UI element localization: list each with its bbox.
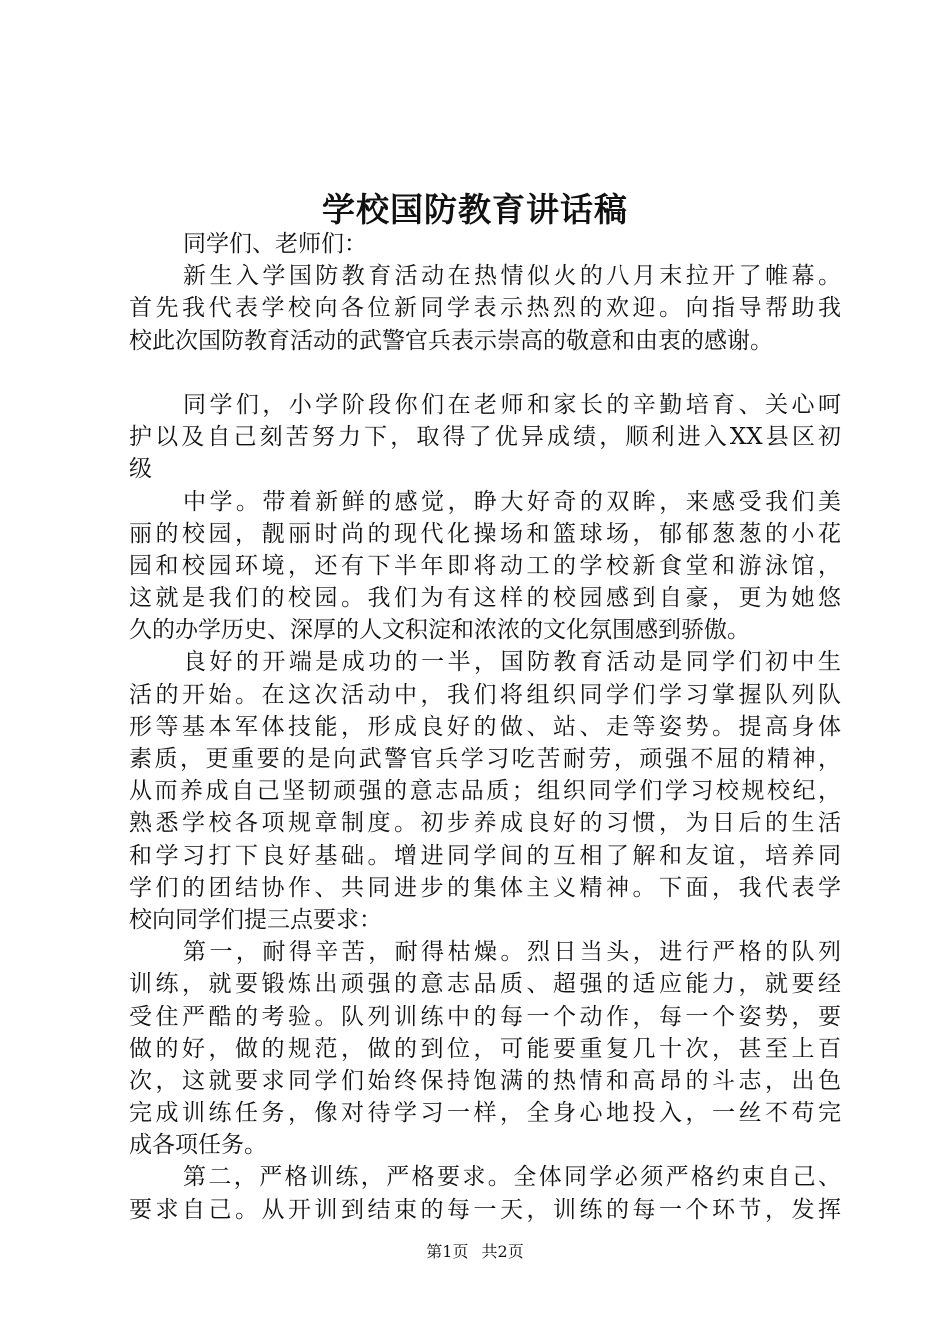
- text-line: 做的好，做的规范，做的到位，可能要重复几十次，甚至上百: [129, 1035, 841, 1062]
- text-line: 丽的校园，靓丽时尚的现代化操场和篮球场，郁郁葱葱的小花: [129, 520, 841, 547]
- text-line: 完成训练任务，像对待学习一样，全身心地投入，一丝不苟完: [129, 1100, 841, 1127]
- text-line: 形等基本军体技能，形成良好的做、站、走等姿势。提高身体: [129, 713, 841, 740]
- page-total: 共2页: [481, 1242, 524, 1261]
- text-line: 良好的开端是成功的一半，国防教育活动是同学们初中生: [183, 649, 841, 676]
- text-line: 首先我代表学校向各位新同学表示热烈的欢迎。向指导帮助我: [129, 295, 841, 322]
- text-line: 要求自己。从开训到结束的每一天，训练的每一个环节，发挥: [129, 1196, 841, 1223]
- text-line: 校向同学们提三点要求：: [129, 906, 382, 933]
- page-footer: [0, 1240, 950, 1264]
- text-line: 从而养成自己坚韧顽强的意志品质；组织同学们学习校规校纪，: [129, 778, 841, 805]
- text-line: 久的办学历史、深厚的人文积淀和浓浓的文化氛围感到骄傲。: [129, 617, 750, 644]
- text-line: 学们的团结协作、共同进步的集体主义精神。下面，我代表学: [129, 874, 841, 901]
- text-line: 受住严酷的考验。队列训练中的每一个动作，每一个姿势，要: [129, 1003, 841, 1030]
- text-line: 熟悉学校各项规章制度。初步养成良好的习惯，为日后的生活: [129, 810, 841, 837]
- text-line: 和学习打下良好基础。增进同学间的互相了解和友谊，培养同: [129, 842, 841, 869]
- text-line: 中学。带着新鲜的感觉，睁大好奇的双眸，来感受我们美: [183, 488, 841, 515]
- text-line: 新生入学国防教育活动在热情似火的八月末拉开了帷幕。: [183, 263, 841, 290]
- text-line: 这就是我们的校园。我们为有这样的校园感到自豪，更为她悠: [129, 585, 841, 612]
- text-line: 级: [129, 456, 152, 483]
- document-body: [129, 228, 841, 1226]
- text-line: 第一，耐得辛苦，耐得枯燥。烈日当头，进行严格的队列: [183, 939, 841, 966]
- text-line: 第二，严格训练，严格要求。全体同学必须严格约束自己、: [183, 1164, 841, 1191]
- text-line: 次，这就要求同学们始终保持饱满的热情和高昂的斗志，出色: [129, 1067, 841, 1094]
- text-line: 园和校园环境，还有下半年即将动工的学校新食堂和游泳馆，: [129, 552, 841, 579]
- text-line: 同学们、老师们：: [183, 231, 367, 257]
- blank-line: [129, 357, 841, 389]
- text-line: 素质，更重要的是向武警官兵学习吃苦耐劳，顽强不屈的精神，: [129, 746, 841, 772]
- text-line: 训练，就要锻炼出顽强的意志品质、超强的适应能力，就要经: [129, 971, 841, 998]
- text-line: 成各项任务。: [129, 1132, 267, 1159]
- text-line: 护以及自己刻苦努力下，取得了优异成绩，顺利进入XX县区初: [129, 424, 841, 451]
- document-title: 学校国防教育讲话稿: [322, 190, 628, 229]
- page-number: 第1页: [426, 1242, 469, 1261]
- text-line: 活的开始。在这次活动中，我们将组织同学们学习掌握队列队: [129, 681, 841, 708]
- text-line: 校此次国防教育活动的武警官兵表示崇高的敬意和由衷的感谢。: [129, 327, 773, 354]
- text-line: 同学们，小学阶段你们在老师和家长的辛勤培育、关心呵: [183, 391, 841, 418]
